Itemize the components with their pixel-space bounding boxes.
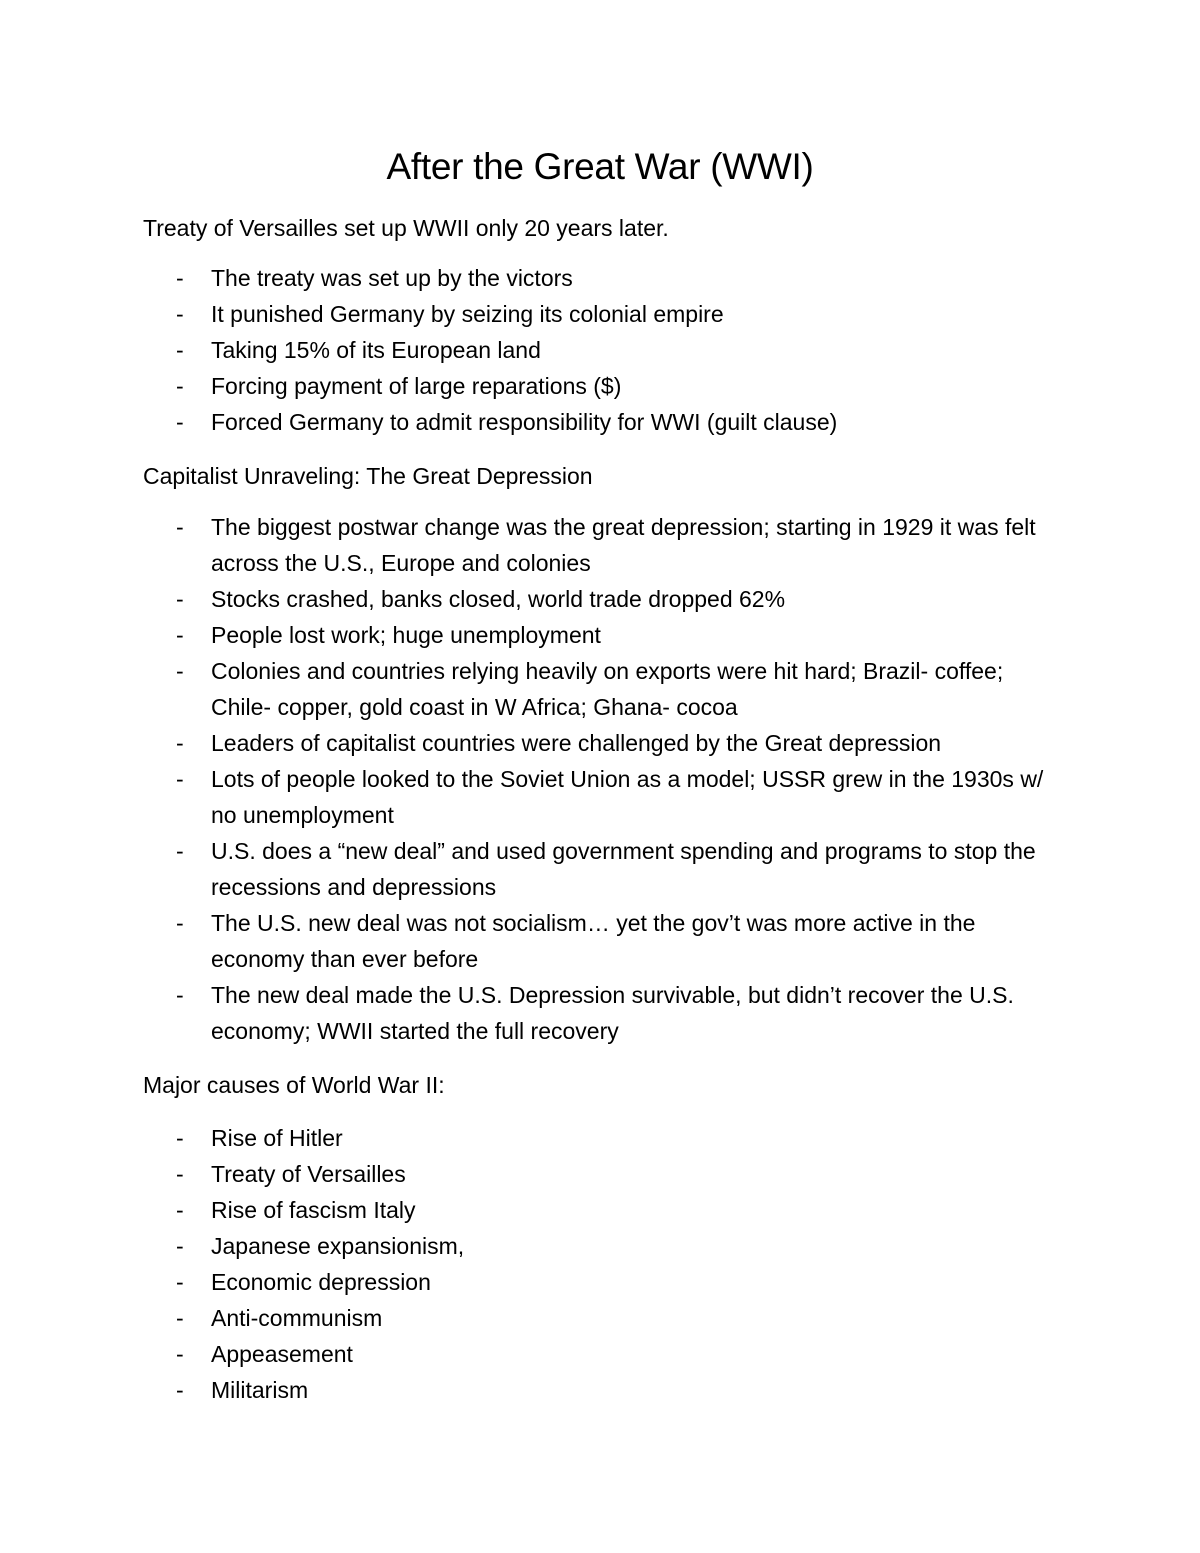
list-item: - Forced Germany to admit responsibility for WWI (guilt clause) <box>0 404 1061 440</box>
list-item: - Stocks crashed, banks closed, world trade dropped 62% <box>0 581 1061 617</box>
dash-bullet: - <box>176 1197 184 1223</box>
section-heading-versailles: Treaty of Versailles set up WWII only 20 years later. <box>143 215 669 241</box>
dash-bullet: - <box>176 1305 184 1331</box>
dash-bullet: - <box>176 1341 184 1367</box>
dash-bullet: - <box>176 910 184 936</box>
list-item: - Treaty of Versailles <box>0 1156 1061 1192</box>
dash-bullet: - <box>176 622 184 648</box>
dash-bullet: - <box>176 730 184 756</box>
document-title: After the Great War (WWI) <box>386 146 814 187</box>
dash-bullet: - <box>176 1161 184 1187</box>
dash-bullet: - <box>176 1269 184 1295</box>
list-item: - Lots of people looked to the Soviet Union as a model; USSR grew in the 1930s w/ no unemployment <box>0 761 1061 833</box>
bullet-list-versailles <box>0 260 1200 440</box>
list-item: - Militarism <box>0 1372 1061 1408</box>
list-item: - Rise of Hitler <box>0 1120 1061 1156</box>
list-item: - Japanese expansionism, <box>0 1228 1061 1264</box>
list-item: - Rise of fascism Italy <box>0 1192 1061 1228</box>
list-item: - U.S. does a “new deal” and used government spending and programs to stop the recessions and depressions <box>0 833 1061 905</box>
dash-bullet: - <box>176 766 184 792</box>
bullet-list-depression <box>0 509 1200 1049</box>
dash-bullet: - <box>176 265 184 291</box>
dash-bullet: - <box>176 586 184 612</box>
list-item: - People lost work; huge unemployment <box>0 617 1061 653</box>
list-item: - Anti-communism <box>0 1300 1061 1336</box>
list-item: - Appeasement <box>0 1336 1061 1372</box>
list-item: - The U.S. new deal was not socialism… yet the gov’t was more active in the economy than ever before <box>0 905 1061 977</box>
list-item: - The new deal made the U.S. Depression survivable, but didn’t recover the U.S. economy; WWII started the full recovery <box>0 977 1061 1049</box>
list-item: - Colonies and countries relying heavily on exports were hit hard; Brazil- coffee; Chile- copper, gold coast in W Africa; Ghana- cocoa <box>0 653 1061 725</box>
dash-bullet: - <box>176 409 184 435</box>
list-item: - Forcing payment of large reparations ($) <box>0 368 1061 404</box>
list-item: - The biggest postwar change was the great depression; starting in 1929 it was felt across the U.S., Europe and colonies <box>0 509 1061 581</box>
list-item: - Economic depression <box>0 1264 1061 1300</box>
dash-bullet: - <box>176 337 184 363</box>
section-heading-depression: Capitalist Unraveling: The Great Depression <box>143 463 593 489</box>
list-item: - It punished Germany by seizing its colonial empire <box>0 296 1061 332</box>
dash-bullet: - <box>176 658 184 684</box>
dash-bullet: - <box>176 1125 184 1151</box>
list-item: - Leaders of capitalist countries were challenged by the Great depression <box>0 725 1061 761</box>
dash-bullet: - <box>176 1233 184 1259</box>
list-item: - The treaty was set up by the victors <box>0 260 1061 296</box>
dash-bullet: - <box>176 373 184 399</box>
dash-bullet: - <box>176 514 184 540</box>
dash-bullet: - <box>176 982 184 1008</box>
list-item: - Taking 15% of its European land <box>0 332 1061 368</box>
section-heading-causes-wwii: Major causes of World War II: <box>143 1072 445 1098</box>
dash-bullet: - <box>176 301 184 327</box>
dash-bullet: - <box>176 838 184 864</box>
dash-bullet: - <box>176 1377 184 1403</box>
bullet-list-causes-wwii <box>0 1120 1200 1408</box>
